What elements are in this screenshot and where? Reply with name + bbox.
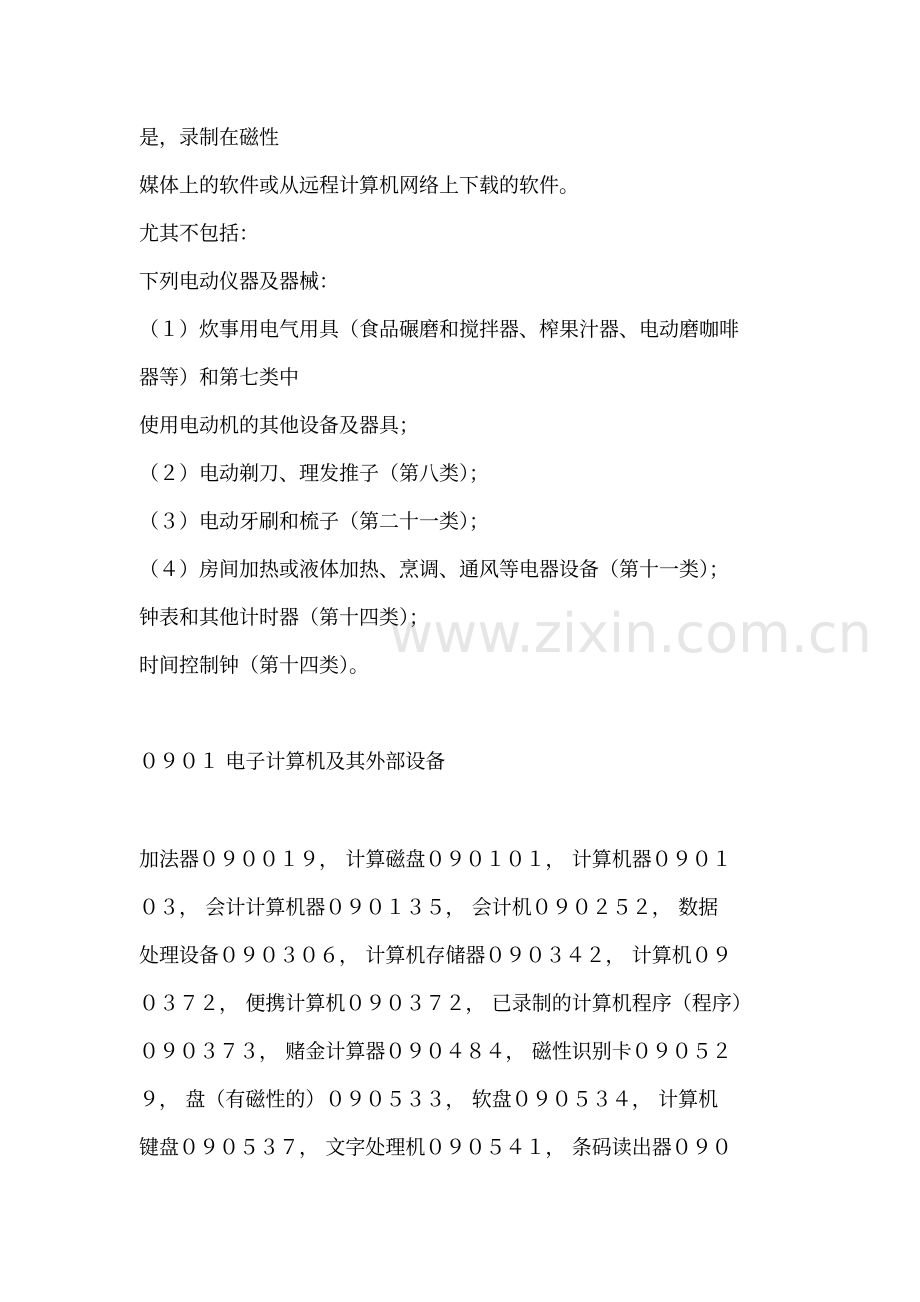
text-line: 器等）和第七类中 <box>139 365 299 389</box>
item-line: ０９０３７３， 赌金计算器０９０４８４， 磁性识别卡０９０５２ <box>139 1039 732 1063</box>
item-line: 加法器０９００１９， 计算磁盘０９０１０１， 计算机器０９０１ <box>139 847 732 871</box>
text-line: 下列电动仪器及器械： <box>139 269 339 293</box>
text-line: （１）炊事用电气用具（食品碾磨和搅拌器、榨果汁器、电动磨咖啡 <box>139 317 739 341</box>
text-line: 是，录制在磁性 <box>139 125 279 149</box>
item-line: ０３７２， 便携计算机０９０３７２， 已录制的计算机程序（程序） <box>139 991 752 1015</box>
text-line: （４）房间加热或液体加热、烹调、通风等电器设备（第十一类）； <box>139 557 729 581</box>
text-line: 尤其不包括： <box>139 221 259 245</box>
watermark: www.zixin.com.cn <box>389 602 872 665</box>
text-line: 使用电动机的其他设备及器具； <box>139 413 419 437</box>
item-line: 键盘０９０５３７， 文字处理机０９０５４１， 条码读出器０９０ <box>139 1135 732 1159</box>
text-line: 媒体上的软件或从远程计算机网络上下载的软件。 <box>139 173 579 197</box>
item-line: 处理设备０９０３０６， 计算机存储器０９０３４２， 计算机０９ <box>139 943 732 967</box>
item-line: ９， 盘（有磁性的）０９０５３３， 软盘０９０５３４， 计算机 <box>139 1087 719 1111</box>
text-line: （３）电动牙刷和梳子（第二十一类）； <box>139 509 489 533</box>
text-line: （２）电动剃刀、理发推子（第八类）； <box>139 461 489 485</box>
text-line: 时间控制钟（第十四类）。 <box>139 653 369 677</box>
section-heading: ０９０１ 电子计算机及其外部设备 <box>139 749 446 773</box>
item-line: ０３， 会计计算机器０９０１３５， 会计机０９０２５２， 数据 <box>139 895 719 919</box>
text-line: 钟表和其他计时器（第十四类）； <box>139 605 429 629</box>
